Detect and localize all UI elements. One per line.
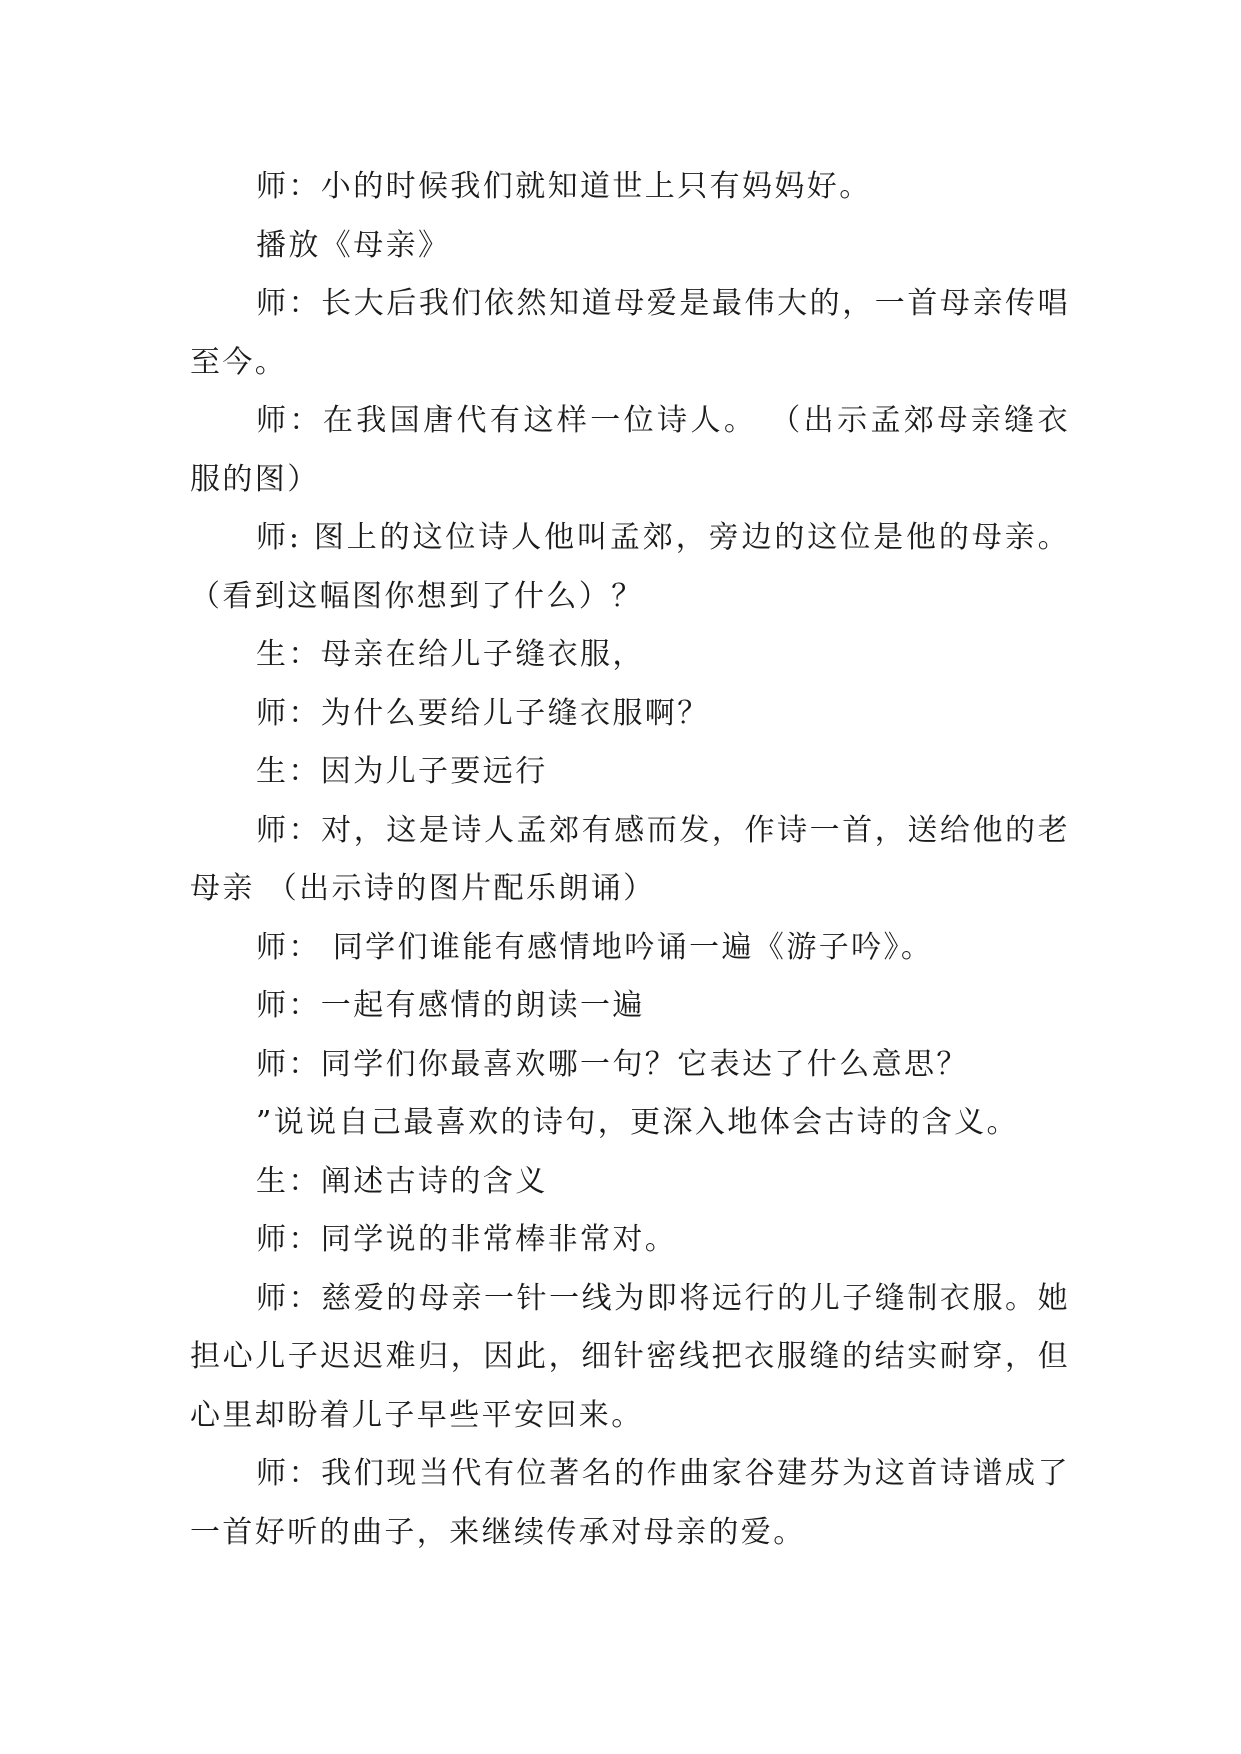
document-body — [190, 158, 1070, 1562]
paragraph: 师：我们现当代有位著名的作曲家谷建芬为这首诗谱成了一首好听的曲子，来继续传承对母亲的爱。 — [190, 1456, 1070, 1550]
paragraph: 生：母亲在给儿子缝衣服， — [256, 637, 645, 672]
paragraph: 师： 同学们谁能有感情地吟诵一遍《游子吟》。 — [256, 929, 934, 965]
paragraph: 师: 图上的这位诗人他叫孟郊，旁边的这位是他的母亲。（看到这幅图你想到了什么）？ — [190, 520, 1070, 614]
paragraph: 师：为什么要给儿子缝衣服啊？ — [256, 695, 710, 731]
paragraph: 师：一起有感情的朗读一遍 — [256, 988, 645, 1023]
paragraph: 师：在我国唐代有这样一位诗人。 （出示孟郊母亲缝衣服的图） — [190, 403, 1070, 497]
paragraph: 师：对，这是诗人孟郊有感而发，作诗一首，送给他的老母亲 （出示诗的图片配乐朗诵） — [190, 812, 1070, 906]
paragraph: ”说说自己最喜欢的诗句，更深入地体会古诗的含义。 — [256, 1105, 1019, 1140]
paragraph: 师：长大后我们依然知道母爱是最伟大的，一首母亲传唱至今。 — [190, 286, 1070, 380]
paragraph: 生：阐述古诗的含义 — [256, 1163, 548, 1199]
paragraph: 播放《母亲》 — [256, 227, 451, 263]
paragraph: 师：同学说的非常棒非常对。 — [256, 1222, 678, 1257]
paragraph: 生：因为儿子要远行 — [256, 754, 548, 789]
paragraph: 师：慈爱的母亲一针一线为即将远行的儿子缝制衣服。她担心儿子迟迟难归，因此，细针密线把衣服缝的结实耐穿，但心里却盼着儿子早些平安回来。 — [190, 1280, 1070, 1433]
paragraph: 师：小的时候我们就知道世上只有妈妈好。 — [256, 169, 872, 204]
paragraph: 师：同学们你最喜欢哪一句？它表达了什么意思？ — [256, 1046, 969, 1082]
